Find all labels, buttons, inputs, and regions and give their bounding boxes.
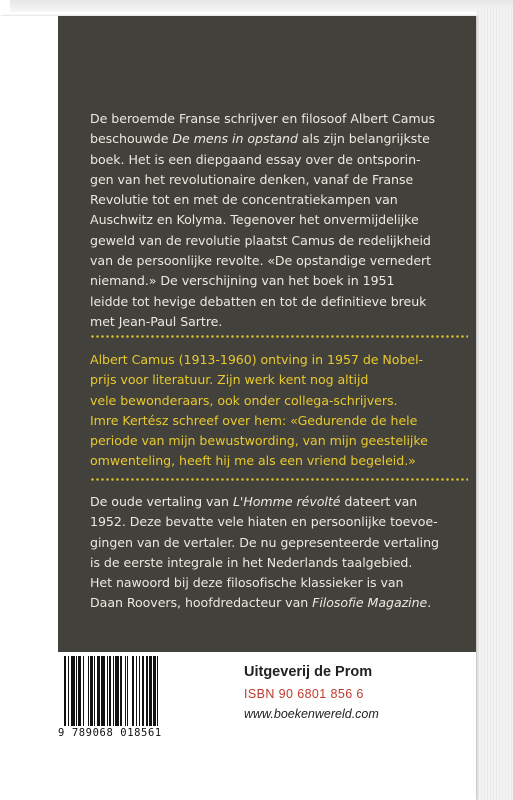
bio-line: Imre Kertész schreef over hem: «Gedurende de hele <box>90 412 418 428</box>
translation-line: is de eerste integrale in het Nederlands taalgebied. <box>90 554 413 570</box>
translation-line: Het nawoord bij deze filosofische klassieker is van <box>90 575 404 591</box>
description-line: met Jean-Paul Sartre. <box>90 313 223 329</box>
bio-line: Albert Camus (1913-1960) ontving in 1957 de Nobel- <box>90 352 424 367</box>
description-block <box>90 109 470 332</box>
barcode <box>64 656 188 726</box>
bio-line: periode van mijn bewustwording, van mijn geestelijke <box>90 433 428 449</box>
description-line: gen van het revolutionaire denken, vanaf de Franse <box>90 171 414 187</box>
description-line: Auschwitz en Kolyma. Tegenover het onvermijdelijke <box>90 212 419 228</box>
description-line: van de persoonlijke revolte. «De opstandige vernedert <box>90 253 432 269</box>
description-line: boek. Het is een diepgaand essay over de ontsporin- <box>90 151 421 167</box>
author-bio-block <box>90 350 470 472</box>
barcode-bar <box>158 656 160 726</box>
translation-line: De oude vertaling van L'Homme révolté dateert van <box>90 494 418 509</box>
isbn-number: ISBN 90 6801 856 6 <box>244 687 364 701</box>
page-edge-top <box>10 0 513 12</box>
dotted-divider <box>90 335 468 338</box>
book-title-italic: De mens in opstand <box>172 131 298 147</box>
bio-line: prijs voor literatuur. Zijn werk kent nog altijd <box>90 372 369 388</box>
bio-line: omwenteling, heeft hij me als een vriend begeleid.» <box>90 453 416 469</box>
description-line: beschouwde De mens in opstand als zijn belangrijkste <box>90 131 430 147</box>
publisher-website[interactable]: www.boekenwereld.com <box>244 707 379 721</box>
translation-line: 1952. Deze bevatte vele hiaten en persoonlijke toevoe- <box>90 514 438 530</box>
description-line: leidde tot hevige debatten en tot de definitieve breuk <box>90 293 427 309</box>
magazine-title-italic: Filosofie Magazine <box>312 595 428 611</box>
translation-note-block <box>90 492 470 614</box>
barcode-number: 9 789068 018561 <box>58 727 162 739</box>
publisher-name: Uitgeverij de Prom <box>244 664 373 680</box>
bio-line: vele bewonderaars, ook onder collega-schrijvers. <box>90 392 398 408</box>
translation-line: Daan Roovers, hoofdredacteur van Filosofie Magazine. <box>90 595 432 611</box>
description-line: Revolutie tot en met de concentratiekampen van <box>90 192 398 208</box>
translation-line: gingen van de vertaler. De nu gepresenteerde vertaling <box>90 534 439 550</box>
original-title-italic: L'Homme révolté <box>232 494 341 509</box>
description-line: niemand.» De verschijning van het boek in 1951 <box>90 273 395 289</box>
description-line: geweld van de revolutie plaatst Camus de redelijkheid <box>90 232 431 248</box>
dotted-divider <box>90 478 468 481</box>
description-line: De beroemde Franse schrijver en filosoof Albert Camus <box>90 111 436 126</box>
page-edge-right <box>476 8 513 800</box>
